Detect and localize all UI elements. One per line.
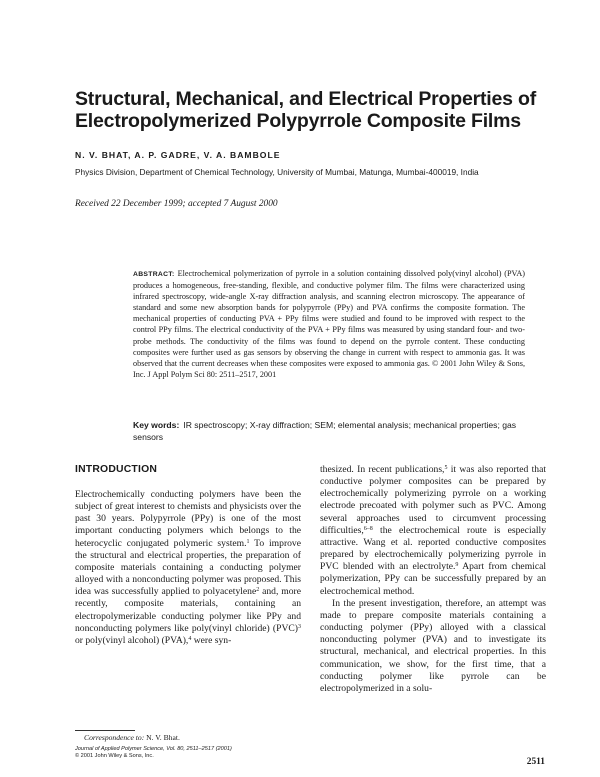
journal-reference: Journal of Applied Polymer Science, Vol. 80, 2511–2517 (2001) (75, 746, 232, 752)
citation-ref: 4 (188, 635, 192, 642)
citation-ref: 6–8 (363, 525, 373, 532)
text-run: Apart from chemical polymerization, PPy can be successfully prepared by an electrochemical method. (320, 561, 546, 597)
correspondence-footnote (84, 733, 180, 742)
correspondence-name: N. V. Bhat. (146, 733, 180, 742)
citation-ref: 5 (444, 465, 448, 471)
keywords-label: Key words: (133, 420, 180, 430)
text-run: To improve the structural and electrical properties, the preparation of composite materials containing a conducting polymer alloyed with a nonconducting polymer was proposed. This idea was successfully applied to polyacetylene (75, 537, 301, 598)
text-run: or poly(vinyl alcohol) (PVA), (75, 634, 189, 646)
text-run: and, more recently, composite materials, containing an electropolymerizable conducting polymer like PPy and nonconducting polymers like poly(vinyl chloride) (PVC) (75, 586, 301, 634)
text-run: thesized. In recent publications, (320, 464, 445, 475)
keywords-text: IR spectroscopy; X-ray diffraction; SEM; elemental analysis; mechanical properties; gas sensors (133, 420, 517, 442)
citation-ref: 9 (455, 562, 459, 569)
correspondence-label: Correspondence to: (84, 733, 145, 742)
copyright-line: © 2001 John Wiley & Sons, Inc. (75, 753, 154, 760)
keywords (133, 420, 525, 444)
abstract-text: Electrochemical polymerization of pyrrole in a solution containing dissolved poly(vinyl alcohol) (PVA) produces a homogeneous, free-standing, flexible, and conductive polymer film. The films were characterized using infrared spectroscopy, wide-angle X-ray diffraction analysis, and scanning electron microscopy. The appearance of standard and some new absorption bands for polypyrrole (PPy) and PVA confirms the composite formation. The mechanical properties of conducting PVA + PPy films were studied and found to be improved with respect to the control PPy films. The electrical conductivity of the PVA + PPy films was measured by using standard four- and two-probe methods. The conductivity of the films was found to depend on the pyrrole content. These conducting composites were further used as gas sensors by observing the change in current with respect to ammonia gas. It was observed that the current decreases when these composites were exposed to ammonia gas. © 2001 John Wiley & Sons, Inc. J Appl Polym Sci 80: 2511–2517, 2001 (133, 269, 525, 379)
author-list: N. V. BHAT, A. P. GADRE, V. A. BAMBOLE (75, 150, 281, 160)
citation-ref: 1 (246, 538, 250, 545)
body-column-right (320, 464, 546, 695)
text-run: Electrochemically conducting polymers have been the subject of great interest to chemists and physicists over the past 30 years. Polypyrrole (PPy) is one of the most important conducting polymers which belongs to the heterocyclic conjugated polymeric system. (75, 489, 301, 549)
citation-ref: 2 (256, 587, 260, 594)
page-number: 2511 (526, 757, 545, 767)
text-run: it was also reported that conductive polymer composites can be prepared by electrochemically polymerizing pyrrole on a working electrode precoated with polymer such as PVC. Among several approaches used to circumvent processing difficulties, (320, 464, 547, 536)
received-dates: Received 22 December 1999; accepted 7 August 2000 (75, 199, 278, 209)
paragraph (320, 464, 546, 598)
footnote-divider (75, 730, 135, 731)
journal-citation (75, 746, 232, 760)
text-run: were syn- (191, 634, 232, 646)
abstract (133, 268, 525, 380)
paragraph (75, 489, 301, 647)
citation-ref: 3 (298, 623, 301, 630)
body-column-left (75, 489, 301, 647)
text-run: the electrochemical route is especially attractive. Wang et al. reported conductive composites prepared by electrochemically polymerizing pyrrole in PVC blended with an electrolyte. (320, 524, 546, 573)
paragraph: In the present investigation, therefore, an attempt was made to prepare composite materials containing a conducting polymer (PPy) alloyed with a classical nonconducting polymer (PVA) and to investigate its structural, mechanical, and electrical properties. In this communication, we show, for the first time, that a conducting polymer like pyrrole can be electropolymerized in a solu- (320, 597, 546, 694)
author-affiliation: Physics Division, Department of Chemical Technology, University of Mumbai, Matunga, Mumbai-400019, India (75, 167, 479, 177)
section-heading-introduction: INTRODUCTION (75, 464, 158, 475)
article-title: Structural, Mechanical, and Electrical Properties of Electropolymerized Polypyrrole Composite Films (75, 88, 536, 132)
abstract-label: ABSTRACT: (133, 271, 175, 278)
